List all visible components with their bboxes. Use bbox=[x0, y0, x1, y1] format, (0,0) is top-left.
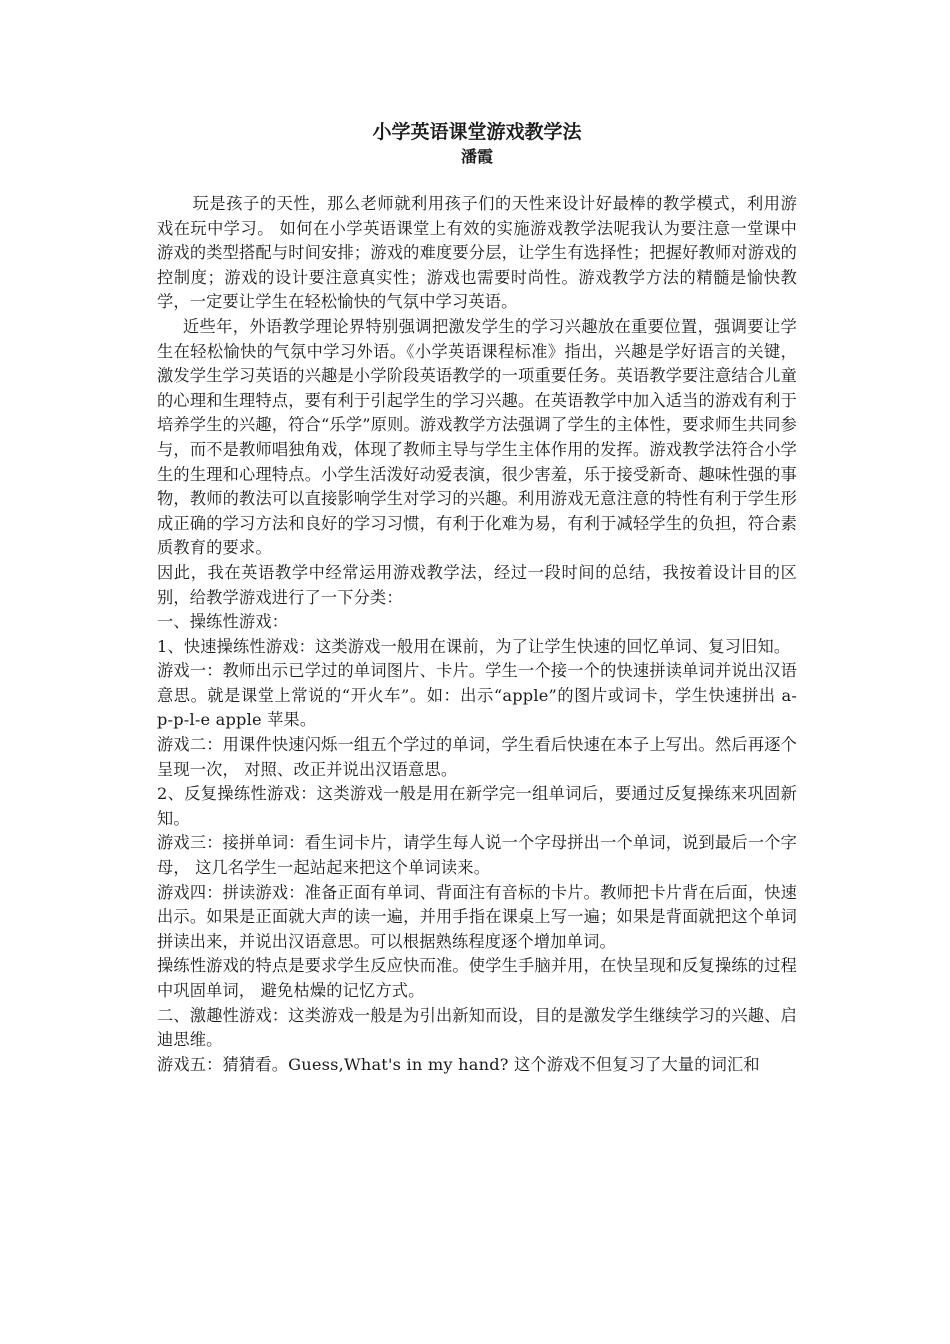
paragraph: 近些年，外语教学理论界特别强调把激发学生的学习兴趣放在重要位置，强调要让学生在轻松愉快的气氛中学习外语。《小学英语课程标准》指出，兴趣是学好语言的关键，激发学生学习英语的兴趣是小学阶段英语教学的一项重要任务。英语教学要注意结合儿童的心理和生理特点，要有利于引起学生的学习兴趣。在英语教学中加入适当的游戏有利于培养学生的兴趣，符合“乐学”原则。游戏教学方法强调了学生的主体性，要求师生共同参与，而不是教师唱独角戏，体现了教师主导与学生主体作用的发挥。游戏教学法符合小学生的生理和心理特点。小学生活泼好动爱表演，很少害羞，乐于接受新奇、趣味性强的事物，教师的教法可以直接影响学生对学习的兴趣。利用游戏无意注意的特性有利于学生形成正确的学习方法和良好的学习习惯，有利于化难为易，有利于减轻学生的负担，符合素质教育的要求。 bbox=[157, 316, 797, 558]
paragraph: 二、激趣性游戏：这类游戏一般是为引出新知而设，目的是激发学生继续学习的兴趣、启迪思维。 bbox=[157, 1005, 797, 1050]
paragraph: 游戏五：猜猜看。Guess,What's in my hand? 这个游戏不但复习了大量的词汇和 bbox=[157, 1054, 760, 1074]
document-author: 潘霞 bbox=[460, 147, 493, 166]
document-body bbox=[157, 192, 797, 1077]
paragraph: 游戏一：教师出示已学过的单词图片、卡片。学生一个接一个的快速拼读单词并说出汉语意思。就是课堂上常说的“开火车”。如：出示“apple”的图片或词卡，学生快速拼出 a-p-p-l-e apple 苹果。 bbox=[157, 661, 797, 730]
paragraph: 玩是孩子的天性，那么老师就利用孩子们的天性来设计好最棒的教学模式，利用游戏在玩中学习。 如何在小学英语课堂上有效的实施游戏教学法呢我认为要注意一堂课中游戏的类型搭配与时间安排；游戏的难度要分层，让学生有选择性；把握好教师对游戏的控制度；游戏的设计要注意真实性；游戏也需要时尚性。游戏教学方法的精髓是愉快教学，一定要让学生在轻松愉快的气氛中学习英语。 bbox=[157, 194, 797, 312]
paragraph: 游戏四：拼读游戏：准备正面有单词、背面注有音标的卡片。教师把卡片背在后面，快速出示。如果是正面就大声的读一遍，并用手指在课桌上写一遍；如果是背面就把这个单词拼读出来，并说出汉语意思。可以根据熟练程度逐个增加单词。 bbox=[157, 882, 797, 951]
paragraph: 游戏二：用课件快速闪烁一组五个学过的单词，学生看后快速在本子上写出。然后再逐个呈现一次， 对照、改正并说出汉语意思。 bbox=[157, 735, 797, 779]
document-title: 小学英语课堂游戏教学法 bbox=[372, 121, 582, 143]
paragraph: 因此，我在英语教学中经常运用游戏教学法，经过一段时间的总结，我按着设计目的区别，给教学游戏进行了一下分类： bbox=[157, 562, 797, 607]
paragraph: 1、快速操练性游戏：这类游戏一般用在课前，为了让学生快速的回忆单词、复习旧知。 bbox=[157, 636, 791, 656]
paragraph: 游戏三：接拼单词：看生词卡片，请学生每人说一个字母拼出一个单词，说到最后一个字母， 这几名学生一起站起来把这个单词读来。 bbox=[157, 833, 797, 878]
document-page bbox=[157, 118, 797, 1077]
section-heading: 一、操练性游戏： bbox=[157, 612, 289, 632]
paragraph: 操练性游戏的特点是要求学生反应快而准。使学生手脑并用，在快呈现和反复操练的过程中巩固单词， 避免枯燥的记忆方式。 bbox=[157, 956, 797, 1000]
paragraph: 2、反复操练性游戏：这类游戏一般是用在新学完一组单词后，要通过反复操练来巩固新知。 bbox=[157, 784, 797, 828]
